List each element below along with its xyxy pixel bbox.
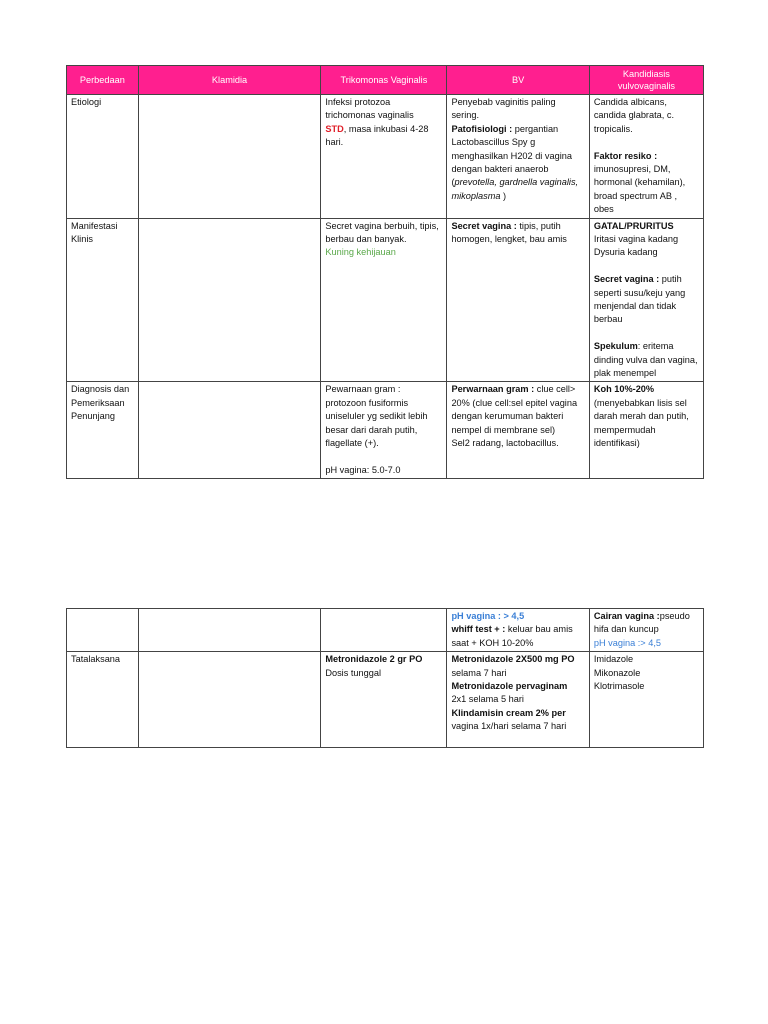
- cell-bv-diagnosis: Perwarnaan gram : clue cell> 20% (clue cell:sel epitel vagina dengan kerumuman bakteri nempel di membrane sel) Sel2 radang, lactobacillus.: [447, 382, 589, 479]
- row-label-diagnosis: Diagnosis dan Pemeriksaan Penunjang: [67, 382, 139, 479]
- cell-bv-etiologi: Penyebab vaginitis paling sering. Patofisiologi : pergantian Lactobascillus Spy g menghasilkan H202 di vagina dengan bakteri anaerob (prevotella, gardnella vaginalis, mikoplasma ): [447, 95, 589, 219]
- cell-klamidia-cont: [138, 609, 321, 652]
- header-trikomonas: Trikomonas Vaginalis: [321, 66, 447, 95]
- row-label-manifestasi: Manifestasi Klinis: [67, 218, 139, 382]
- cell-tv-tatalaksana: Metronidazole 2 gr PO Dosis tunggal: [321, 652, 447, 748]
- comparison-table-continued: [66, 608, 704, 748]
- cell-klamidia-manifestasi: [138, 218, 321, 382]
- row-label-tatalaksana: Tatalaksana: [67, 652, 139, 748]
- cell-bv-manifestasi: Secret vagina : tipis, putih homogen, lengket, bau amis: [447, 218, 589, 382]
- cell-klamidia-diagnosis: [138, 382, 321, 479]
- row-label-etiologi: Etiologi: [67, 95, 139, 219]
- cell-kv-tatalaksana: Imidazole Mikonazole Klotrimasole: [589, 652, 703, 748]
- cell-kv-cont: Cairan vagina :pseudo hifa dan kuncup pH vagina :> 4,5: [589, 609, 703, 652]
- cell-tv-cont: [321, 609, 447, 652]
- table-row: [67, 218, 704, 382]
- bv-ph-value: pH vagina : > 4,5: [451, 611, 525, 621]
- cell-klamidia-tatalaksana: [138, 652, 321, 748]
- kv-ph-value: pH vagina :> 4,5: [593, 637, 661, 648]
- header-row: [67, 66, 704, 95]
- comparison-table: [66, 65, 704, 479]
- std-label: STD: [325, 123, 344, 134]
- table-row: [67, 609, 704, 652]
- cell-bv-cont: pH vagina : > 4,5 whiff test + : keluar bau amis saat + KOH 10-20%: [447, 609, 589, 652]
- cell-bv-tatalaksana: Metronidazole 2X500 mg PO selama 7 hari Metronidazole pervaginam 2x1 selama 5 hari Klindamisin cream 2% per vagina 1x/hari selama 7 hari: [447, 652, 589, 748]
- cell-klamidia-etiologi: [138, 95, 321, 219]
- table-row: [67, 652, 704, 748]
- header-kandidiasis: Kandidiasis vulvovaginalis: [589, 66, 703, 95]
- table-row: [67, 382, 704, 479]
- green-note: Kuning kehijauan: [325, 247, 396, 258]
- row-label-empty: [67, 609, 139, 652]
- cell-tv-diagnosis: Pewarnaan gram : protozoon fusiformis uniseluler yg sedikit lebih besar dari darah putih, flagellate (+). pH vagina: 5.0-7.0: [321, 382, 447, 479]
- cell-tv-etiologi: Infeksi protozoa trichomonas vaginalis STD, masa inkubasi 4-28 hari.: [321, 95, 447, 219]
- table-row: [67, 95, 704, 219]
- cell-kv-diagnosis: Koh 10%-20%(menyebabkan lisis sel darah merah dan putih, mempermudah identifikasi): [589, 382, 703, 479]
- cell-kv-etiologi: Candida albicans, candida glabrata, c. tropicalis. Faktor resiko : imunosupresi, DM, hormonal (kehamilan), broad spectrum AB , obes: [589, 95, 703, 219]
- cell-kv-manifestasi: GATAL/PRURITUS Iritasi vagina kadang Dysuria kadang Secret vagina : putih seperti susu/keju yang menjendal dan tidak berbau Spekulum: eritema dinding vulva dan vagina, plak menempel: [589, 218, 703, 382]
- header-klamidia: Klamidia: [138, 66, 321, 95]
- cell-tv-manifestasi: Secret vagina berbuih, tipis, berbau dan banyak. Kuning kehijauan: [321, 218, 447, 382]
- header-bv: BV: [447, 66, 589, 95]
- header-perbedaan: Perbedaan: [67, 66, 139, 95]
